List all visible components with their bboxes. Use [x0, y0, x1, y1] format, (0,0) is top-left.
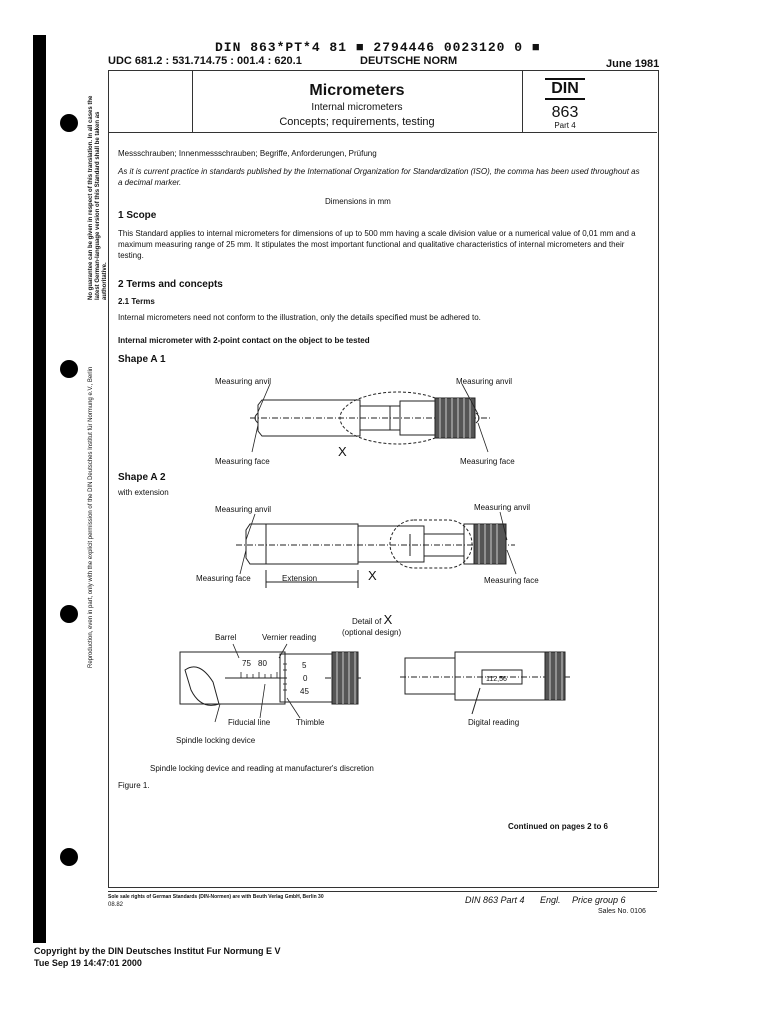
terms-heading: 2 Terms and concepts [118, 279, 223, 290]
vernier-reading-label: Vernier reading [262, 633, 317, 642]
punch-hole [60, 114, 78, 132]
copyright-line: Copyright by the DIN Deutsches Institut Fur Normung E V [34, 946, 281, 956]
a1-measuring-anvil-left: Measuring anvil [215, 377, 272, 386]
din-logo: DIN [545, 78, 585, 100]
title-divider [522, 70, 523, 132]
detail-of-label [352, 614, 392, 627]
scale-45: 45 [300, 687, 309, 696]
a2-measuring-face-left: Measuring face [196, 574, 251, 583]
detail-x: X [383, 612, 393, 627]
digital-value: 112,56 [486, 676, 507, 683]
a1-detail-x: X [338, 444, 347, 459]
a2-measuring-anvil-right: Measuring anvil [474, 503, 531, 512]
spindle-locking-label: Spindle locking device [176, 736, 256, 745]
figure-caption: Spindle locking device and reading at manufacturer's discretion [150, 764, 374, 773]
doc-reference: DIN 863 Part 4 [465, 895, 525, 905]
shape-a2-label: Shape A 2 [118, 472, 166, 483]
standard-part: Part 4 [554, 121, 576, 130]
sole-sale-note: Sole sale rights of German Standards (DIN-Normen) are with Beuth Verlag GmbH, Berlin 30 [108, 894, 324, 900]
dimensions-note: Dimensions in mm [325, 197, 391, 206]
german-title: Messschrauben; Innenmessschrauben; Begriffe, Anforderungen, Prüfung [118, 149, 377, 158]
udc-number: UDC 681.2 : 531.714.75 : 001.4 : 620.1 [108, 55, 302, 67]
sales-number: Sales No. 0106 [598, 908, 646, 915]
footer-rule [108, 891, 657, 892]
timestamp-line: Tue Sep 19 14:47:01 2000 [34, 958, 142, 968]
date-code: 08.82 [108, 902, 124, 908]
with-extension-label: with extension [118, 488, 169, 497]
scale-80: 80 [258, 659, 267, 668]
a2-measuring-face-right: Measuring face [484, 576, 539, 585]
issue-date: June 1981 [606, 58, 660, 70]
binder-edge [33, 35, 46, 943]
warranty-notice: No guarantee can be given in respect of this translation. In all cases the latest German-language version of this Standard shall be taken as authoritative. [88, 95, 108, 300]
scale-75: 75 [242, 659, 251, 668]
price-group: Price group 6 [572, 895, 626, 905]
a1-measuring-face-left: Measuring face [215, 457, 270, 466]
digital-reading-label: Digital reading [468, 718, 520, 727]
shape-a2-drawing [230, 500, 520, 600]
punch-hole [60, 605, 78, 623]
a1-measuring-anvil-right: Measuring anvil [456, 377, 513, 386]
standard-number: 863 [551, 104, 579, 121]
decimal-note: As it is current practice in standards published by the International Organization for Standardization (ISO), the comma has been used throughout as a decimal marker. [118, 167, 640, 187]
norm-label: DEUTSCHE NORM [360, 55, 458, 67]
scope-text: This Standard applies to internal micrometers for dimensions of up to 500 mm having a scale division value or a numerical value of 0,01 mm and a maximum measuring range of 25 mm. It stipulates the most important functional and qualitative characteristics of internal micrometers and their testing. [118, 229, 636, 260]
a2-measuring-anvil-left: Measuring anvil [215, 505, 272, 514]
terms-text: Internal micrometers need not conform to the illustration, only the details specified must be adhered to. [118, 313, 481, 322]
punch-hole [60, 848, 78, 866]
scope-heading: 1 Scope [118, 210, 157, 221]
detail-of-text: Detail of [352, 617, 382, 626]
scale-0: 0 [303, 674, 308, 683]
page-subtitle: Internal micrometers [311, 102, 403, 113]
digital-detail-drawing [400, 648, 570, 718]
page-title: Micrometers [309, 82, 405, 99]
barrel-label: Barrel [215, 633, 237, 642]
extension-label: Extension [282, 574, 318, 583]
optional-design-label: (optional design) [342, 628, 402, 637]
shape-a1-label: Shape A 1 [118, 354, 166, 365]
a2-detail-x: X [368, 568, 377, 583]
contact-heading: Internal micrometer with 2-point contact on the object to be tested [118, 336, 370, 345]
continued-note: Continued on pages 2 to 6 [508, 822, 609, 831]
document-code: DIN 863*PT*4 81 ■ 2794446 0023120 0 ■ [215, 40, 541, 55]
terms-subheading: 2.1 Terms [118, 297, 155, 306]
language-code: Engl. [540, 895, 561, 905]
figure-number: Figure 1. [118, 781, 150, 790]
scale-5: 5 [302, 661, 307, 670]
a1-measuring-face-right: Measuring face [460, 457, 515, 466]
reproduction-notice: Reproduction, even in part, only with the explicit permission of the DIN Deutsches Institut für Normung e.V., Berlin [88, 366, 94, 668]
punch-hole [60, 360, 78, 378]
fiducial-line-label: Fiducial line [228, 718, 271, 727]
page-subtitle-2: Concepts; requirements, testing [279, 116, 435, 128]
thimble-label: Thimble [296, 718, 325, 727]
